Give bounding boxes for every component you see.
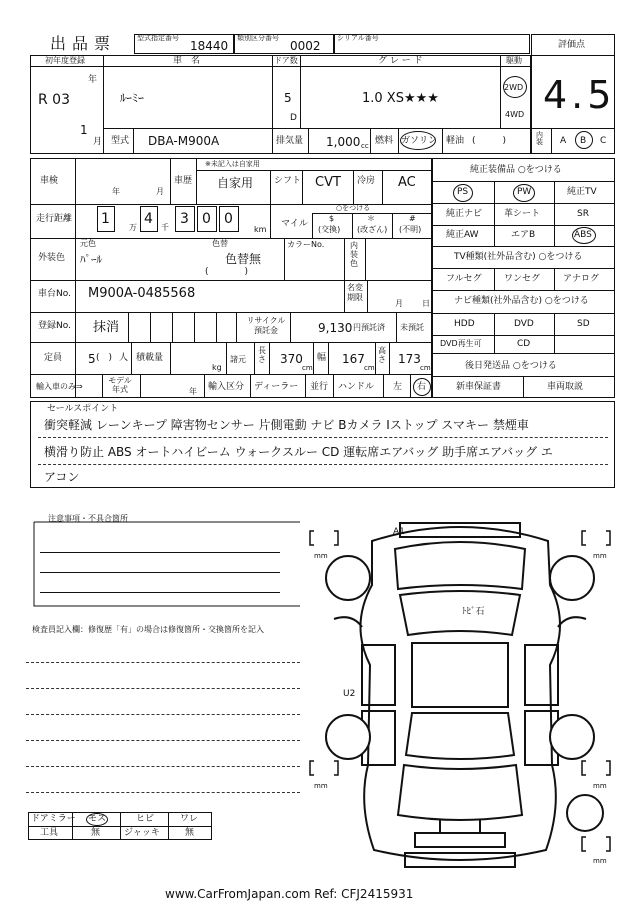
history-label: 車歴 bbox=[174, 176, 193, 186]
table-mirror: ドアミラー bbox=[31, 814, 76, 824]
capacity-value: 5 bbox=[88, 352, 96, 366]
equip-ps-circle bbox=[453, 184, 473, 202]
sales-line-1: 衝突軽減 レーンキープ 障害物センサー 片側電動 ナビ Bカメラ Iストップ スマキー 禁煙車 bbox=[44, 418, 529, 432]
interior-label: 内装 bbox=[536, 131, 543, 146]
history-value: 自家用 bbox=[217, 176, 254, 190]
footer-watermark: www.CarFromJapan.com Ref: CFJ2415931 bbox=[165, 887, 414, 901]
mm-rear-left: mm bbox=[314, 782, 328, 790]
displacement-label: 排気量 bbox=[276, 136, 304, 146]
mm-spare: mm bbox=[593, 857, 607, 865]
first-reg-label: 初年度登録 bbox=[45, 56, 85, 65]
mileage-label: 走行距離 bbox=[36, 214, 73, 224]
fuel-paren: ( ) bbox=[472, 136, 507, 146]
capacity-paren: ( ) bbox=[96, 353, 113, 363]
fuel-gasoline-circle bbox=[400, 131, 436, 150]
displacement-unit: cc bbox=[361, 142, 369, 150]
later-manual: 車両取説 bbox=[547, 382, 584, 392]
sales-label: セールスポイント bbox=[47, 404, 119, 414]
mark-u2: U2 bbox=[343, 689, 356, 699]
table-jack-value: 無 bbox=[185, 828, 195, 838]
equip-sr: SR bbox=[577, 209, 589, 219]
import-year: 年 bbox=[189, 387, 197, 396]
first-reg-month: 1 bbox=[80, 123, 88, 137]
score-label: 評価点 bbox=[558, 40, 586, 50]
car-name-label: 車 名 bbox=[173, 56, 201, 66]
equip-aw: 純正AW bbox=[446, 230, 479, 240]
width-label: 幅 bbox=[317, 353, 327, 363]
mileage-digit-5-value: 0 bbox=[224, 211, 233, 227]
equip-tv: 純正TV bbox=[567, 187, 597, 197]
history-note: ※未記入は自家用 bbox=[205, 160, 260, 168]
meter-note: ○をつける bbox=[336, 204, 371, 212]
mileage-man: 万 bbox=[129, 223, 137, 232]
handle-left: 左 bbox=[393, 382, 403, 392]
car-name-value: ﾙｰﾐｰ bbox=[120, 91, 145, 105]
class-label: 類別区分番号 bbox=[237, 34, 279, 42]
handle-label: ハンドル bbox=[338, 382, 375, 392]
width-cm: cm bbox=[364, 364, 375, 372]
height-label: 高さ bbox=[378, 346, 386, 364]
table-break: ワレ bbox=[180, 814, 199, 824]
equip-airbag: エアB bbox=[511, 230, 536, 240]
load-unit: kg bbox=[212, 363, 222, 372]
width-value: 167 bbox=[342, 352, 365, 366]
import-parallel: 並行 bbox=[310, 382, 329, 392]
mileage-digit-3-value: 3 bbox=[180, 211, 189, 227]
length-label: 長さ bbox=[258, 346, 266, 364]
mileage-sen: 千 bbox=[161, 223, 169, 232]
mileage-digit-1-value: 1 bbox=[101, 211, 110, 227]
ac-label: 冷房 bbox=[357, 176, 376, 186]
interior-color-label: 内装色 bbox=[350, 241, 358, 268]
navi-title: ナビ種類(社外品含む) ○をつける bbox=[454, 296, 589, 306]
equip-leather: 革シート bbox=[504, 209, 541, 219]
dvd-playback: DVD再生可 bbox=[440, 339, 482, 348]
later-title: 後日発送品 ○をつける bbox=[465, 361, 557, 371]
defects-label: 注意事項・不具合箇所 bbox=[48, 514, 128, 523]
model-year-label: モデル年式 bbox=[108, 376, 132, 394]
shaken-year: 年 bbox=[112, 187, 120, 196]
grade-value: 1.0 XS★★★ bbox=[362, 91, 439, 106]
shaken-label: 車検 bbox=[40, 176, 59, 186]
interior-a: A bbox=[560, 136, 567, 146]
drive-label: 駆動 bbox=[506, 56, 522, 65]
dims-label: 諸元 bbox=[230, 355, 246, 364]
equipment-title: 純正装備品 ○をつける bbox=[470, 165, 562, 175]
chassis-label: 車台No. bbox=[38, 289, 71, 299]
doors-value: 5 bbox=[284, 91, 292, 105]
mark-a1: A1 bbox=[393, 527, 405, 537]
mark-stone: ﾄﾋﾞ石 bbox=[462, 607, 485, 617]
fuel-gasoline: ガソリン bbox=[401, 136, 438, 146]
first-reg-year: R 03 bbox=[38, 92, 70, 108]
mileage-digit-2-value: 4 bbox=[144, 211, 153, 227]
registration-value: 抹消 bbox=[93, 320, 120, 335]
sales-line-2: 横滑り防止 ABS オートハイビーム ウォークスルー CD 運転席エアバッグ 助手席エアバッグ エ bbox=[44, 445, 553, 459]
unknown-sym: # bbox=[409, 214, 416, 223]
tv-analog: アナログ bbox=[563, 274, 600, 284]
equip-abs: ABS bbox=[574, 230, 592, 240]
door-type: D bbox=[290, 113, 297, 123]
color-change-value: 色替無 bbox=[225, 252, 262, 266]
dvd-cd: CD bbox=[517, 339, 531, 349]
chassis-day: 日 bbox=[422, 299, 430, 308]
table-jack: ジャッキ bbox=[124, 828, 160, 838]
mm-front-left: mm bbox=[314, 552, 328, 560]
modified-sym: ＊ bbox=[367, 214, 375, 223]
mileage-digit-4-value: 0 bbox=[202, 211, 211, 227]
recycle-label: リサイクル預託金 bbox=[246, 316, 286, 335]
height-value: 173 bbox=[398, 352, 421, 366]
registration-label: 登録No. bbox=[38, 321, 71, 331]
import-only-label: 輸入車のみ⇒ bbox=[36, 382, 83, 391]
exterior-color-label: 外装色 bbox=[38, 253, 66, 263]
equip-navi: 純正ナビ bbox=[446, 209, 483, 219]
table-crack: ヒビ bbox=[136, 814, 155, 824]
color-change-paren: ( ) bbox=[205, 267, 249, 277]
shift-label: シフト bbox=[274, 176, 302, 186]
name-period-label: 名変期限 bbox=[347, 283, 363, 302]
chassis-value: M900A-0485568 bbox=[88, 286, 196, 301]
tv-full: フルセグ bbox=[446, 274, 482, 284]
interior-b: B bbox=[580, 136, 587, 146]
color-no-label: カラーNo. bbox=[287, 240, 325, 249]
recycle-none: 未預託 bbox=[400, 323, 424, 332]
capacity-label: 定員 bbox=[44, 353, 63, 363]
capacity-unit: 人 bbox=[119, 353, 129, 363]
import-type-label: 輸入区分 bbox=[208, 382, 245, 392]
fuel-label: 燃料 bbox=[375, 136, 394, 146]
first-reg-year-mark: 年 bbox=[88, 75, 98, 85]
score-value: 4.5 bbox=[543, 73, 616, 117]
exchange-sym: $ bbox=[329, 214, 335, 223]
class-value: 0002 bbox=[290, 39, 321, 53]
equip-ps: PS bbox=[457, 187, 469, 197]
mm-rear-right: mm bbox=[593, 782, 607, 790]
navi-sd: SD bbox=[577, 319, 590, 329]
model-cert-label: 型式指定番号 bbox=[137, 34, 179, 42]
ac-value: AC bbox=[398, 175, 416, 190]
equip-pw: PW bbox=[517, 187, 532, 197]
later-warranty: 新車保証書 bbox=[456, 382, 502, 392]
doors-label: ドア数 bbox=[274, 56, 298, 65]
drive-2wd: 2WD bbox=[504, 83, 524, 92]
handle-right-circle bbox=[413, 378, 431, 396]
defects-bracket bbox=[30, 520, 300, 610]
first-reg-month-mark: 月 bbox=[93, 137, 103, 147]
height-cm: cm bbox=[420, 364, 431, 372]
moss-circle bbox=[86, 813, 108, 826]
length-value: 370 bbox=[280, 352, 303, 366]
tv-one: ワンセグ bbox=[504, 274, 541, 284]
modified-text: (改ざん) bbox=[357, 225, 388, 234]
shaken-month: 月 bbox=[156, 187, 164, 196]
table-tools: 工具 bbox=[40, 828, 59, 838]
tv-title: TV種類(社外品含む) ○をつける bbox=[454, 252, 583, 262]
length-cm: cm bbox=[302, 364, 313, 372]
model-value: DBA-M900A bbox=[148, 134, 220, 148]
mileage-mile: マイル bbox=[281, 219, 308, 229]
drive-4wd: 4WD bbox=[505, 110, 525, 119]
load-label: 積載量 bbox=[136, 353, 164, 363]
sales-line-3: アコン bbox=[44, 470, 80, 484]
table-moss: モス bbox=[88, 814, 107, 824]
fuel-diesel: 軽油 bbox=[446, 136, 465, 146]
model-label: 型式 bbox=[111, 136, 130, 146]
navi-hdd: HDD bbox=[454, 319, 475, 329]
mileage-km: km bbox=[254, 225, 267, 234]
table-tools-value: 無 bbox=[91, 828, 101, 838]
serial-label: シリアル番号 bbox=[337, 34, 379, 42]
model-cert-value: 18440 bbox=[190, 39, 229, 53]
interior-b-circle bbox=[575, 131, 593, 149]
displacement-value: 1,000 bbox=[326, 135, 361, 149]
equip-pw-circle bbox=[513, 184, 535, 202]
recycle-value: 9,130 bbox=[318, 321, 353, 335]
navi-dvd: DVD bbox=[514, 319, 534, 329]
import-dealer: ディーラー bbox=[254, 382, 299, 392]
original-color-value: ﾊﾟｰﾙ bbox=[80, 253, 102, 266]
mm-front-right: mm bbox=[593, 552, 607, 560]
chassis-month: 月 bbox=[395, 299, 403, 308]
exchange-text: (交換) bbox=[318, 225, 341, 234]
original-color-label: 元色 bbox=[80, 239, 96, 248]
grade-label: グ レ ー ド bbox=[378, 56, 423, 66]
inspector-label: 検査員記入欄：修復歴「有」の場合は修復箇所・交換箇所を記入 bbox=[32, 625, 264, 634]
equip-abs-circle bbox=[572, 227, 596, 244]
color-change-label: 色替 bbox=[212, 239, 228, 248]
shift-value: CVT bbox=[315, 175, 341, 190]
recycle-unit: 円預託済 bbox=[353, 323, 385, 332]
handle-right: 右 bbox=[417, 382, 427, 392]
page-title: 出品票 bbox=[50, 34, 117, 53]
interior-c: C bbox=[600, 136, 607, 146]
unknown-text: (不明) bbox=[399, 225, 422, 234]
drive-2wd-circle bbox=[503, 76, 527, 98]
